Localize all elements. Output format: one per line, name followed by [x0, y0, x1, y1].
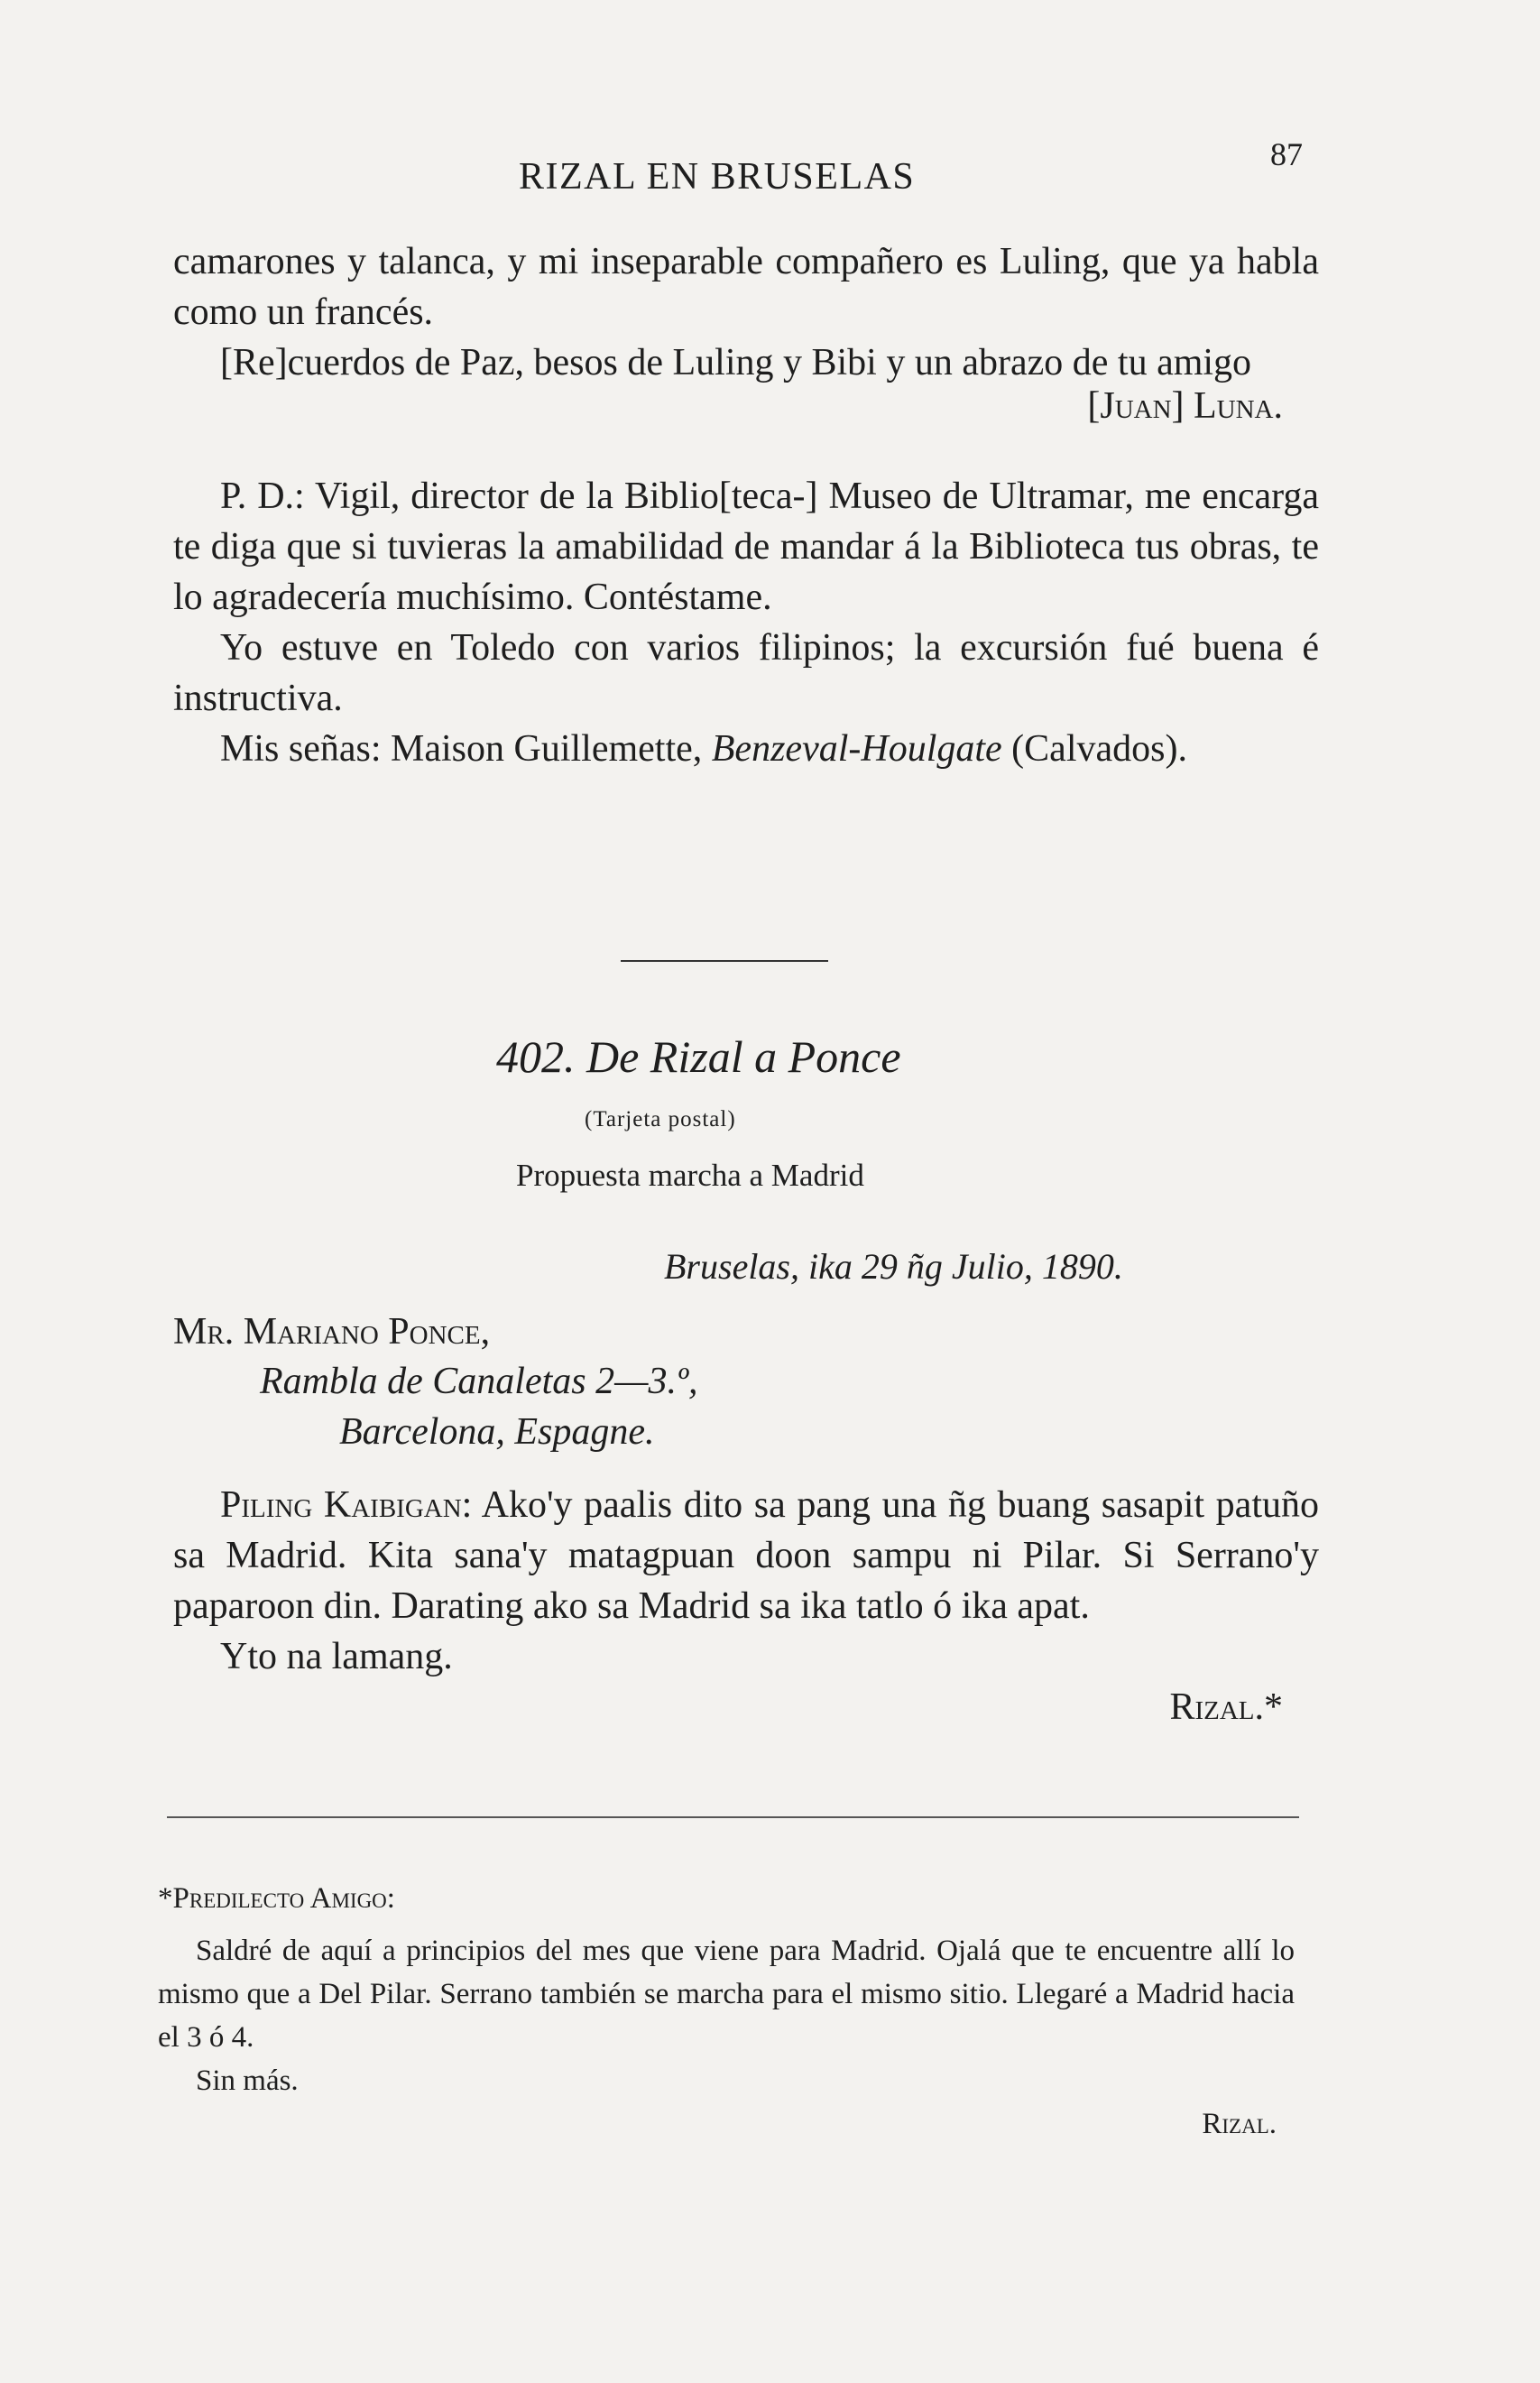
letter-type: (Tarjeta postal) [585, 1107, 736, 1131]
paragraph: camarones y talanca, y mi inseparable compañero es Luling, que ya habla como un francés. [173, 241, 1319, 333]
address-line [339, 1410, 655, 1454]
postscript-paragraph: Yo estuve en Toledo con varios filipinos; la excursión fué buena é instructiva. [173, 627, 1319, 719]
address-suffix: (Calvados). [1001, 728, 1187, 770]
address-prefix: Mis señas: Maison Guillemette, [220, 728, 712, 770]
paragraph: Yto na lamang. [220, 1636, 453, 1677]
body-text: : Ako'y paalis dito sa pang una ñg buang sasapit patuño sa Madrid. Kita sana'y matagpuan doon sampu ni Pilar. Si Serrano'y paparoon din. Darating ako sa Madrid sa ika tatlo ó ika apat. [173, 1484, 1319, 1627]
dateline: Bruselas, ika 29 ñg Julio, 1890. [664, 1246, 1123, 1287]
recipient [173, 1310, 490, 1353]
signature: Rizal.* [1169, 1686, 1283, 1728]
recipient-name: Mr. Mariano Ponce, [173, 1311, 491, 1353]
footnote-paragraph: Saldré de aquí a principios del mes que viene para Madrid. Ojalá que te encuentre allí lo mismo que a Del Pilar. Serrano también se marcha para el mismo sitio. Llegaré a Madrid hacia el 3 ó 4. [158, 1935, 1295, 2054]
footnote-paragraph: Sin más. [196, 2064, 299, 2097]
signature: [Juan] Luna. [1087, 385, 1283, 427]
address-text: Rambla de Canaletas 2—3.º, [260, 1361, 698, 1402]
postscript-paragraph [173, 724, 1319, 774]
letter-title: De Rizal a Ponce [586, 1031, 901, 1082]
letter-heading [496, 1030, 901, 1083]
footnote-rule [167, 1816, 1299, 1818]
paragraph: [Re]cuerdos de Paz, besos de Luling y Bibi y un abrazo de tu amigo [220, 342, 1252, 383]
footnote [158, 1877, 1295, 2146]
section-divider [621, 960, 828, 962]
footnote-heading: *Predilecto Amigo: [158, 1882, 395, 1915]
previous-letter-ending [173, 236, 1319, 774]
letter-number: 402. [496, 1031, 576, 1082]
running-title: RIZAL EN BRUSELAS [519, 156, 916, 198]
postscript-paragraph: P. D.: Vigil, director de la Biblio[teca-] Museo de Ultramar, me encarga te diga que si tuvieras la amabilidad de mandar á la Biblioteca tus obras, te lo agradecería muchísimo. Contéstame. [173, 476, 1319, 618]
footnote-signature: Rizal. [1202, 2108, 1277, 2140]
address-text: Barcelona, Espagne. [339, 1411, 655, 1453]
address-line [260, 1360, 698, 1403]
address-place: Benzeval-Houlgate [711, 728, 1002, 770]
letter-subject: Propuesta marcha a Madrid [516, 1158, 864, 1193]
paragraph [173, 1480, 1319, 1631]
page-number: 87 [1270, 136, 1303, 172]
salutation: Piling Kaibigan [220, 1484, 462, 1526]
letter-body [173, 1480, 1319, 1732]
